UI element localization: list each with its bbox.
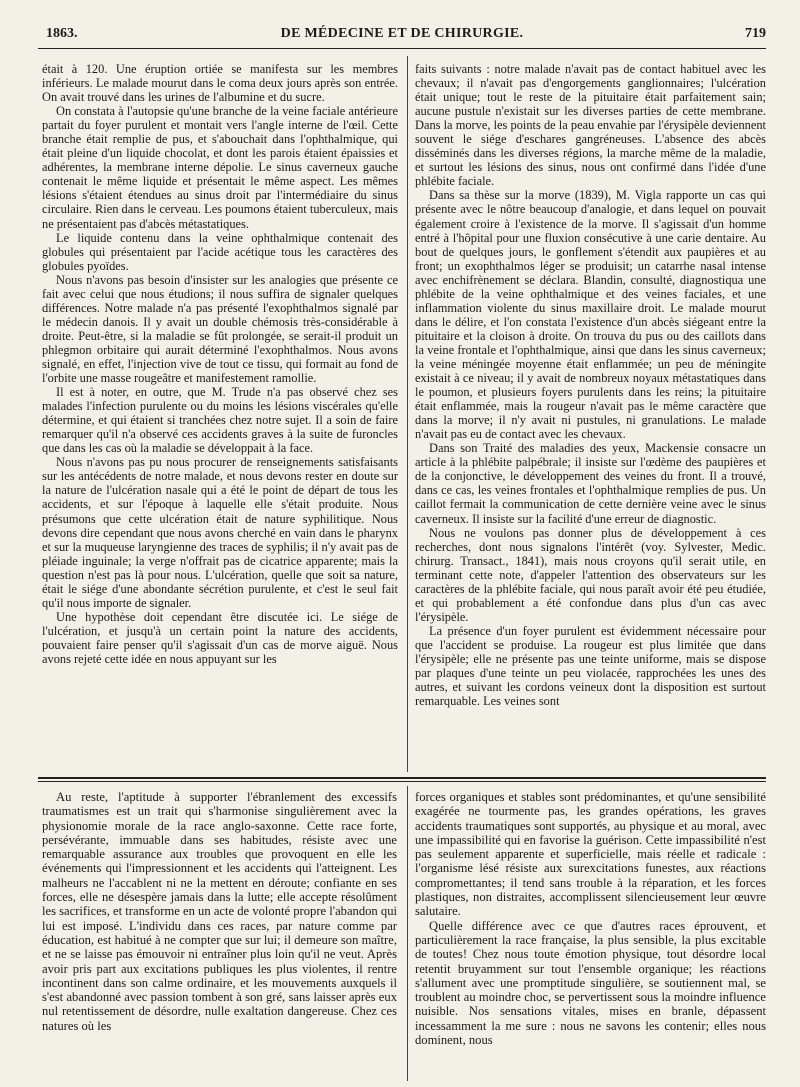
paragraph: On constata à l'autopsie qu'une branche de la veine faciale antérieure partait du foyer purulent et montait vers l'angle interne de l'œil. Cette branche était remplie de pus, et s'abouchait dans l'ophthalmique, qui était pleine d'un liquide chocolat, et dont les parois étaient épaissies et adhérentes, la membrane interne dépolie. Le sinus caverneux gauche contenait le même liquide et présentait le même aspect. Les mêmes lésions s'étaient étendues au sinus droit par l'intermédiaire du sinus circulaire. Rien dans le cerveau. Les poumons étaient tuberculeux, mais ne présentaient pas d'abcès métastatiques.: [42, 104, 398, 231]
paragraph: Nous n'avons pas pu nous procurer de renseignements satisfaisants sur les antécédents de notre malade, et nous devons rester en doute sur la nature de l'ulcération nasale qui a été le point de départ de tous les accidents, et sur l'époque à laquelle elle s'était produite. Nous présumons que cette ulcération était de nature syphilitique. Nous devons dire cependant que nous avons cherché en vain dans le pharynx et sur la muqueuse laryngienne des traces de syphilis; il n'y avait pas de pléiade inguinale; la verge n'offrait pas de cicatrice apparente; mais la question n'est pas là pour nous. L'ulcération, quelle que soit sa nature, était le siége d'une abondante sécrétion purulente, et c'est le seul fait qu'il nous importe de signaler.: [42, 455, 398, 610]
paragraph: Nous ne voulons pas donner plus de développement à ces recherches, dont nous signalons l'intérêt (voy. Sylvester, Medic. chirurg. Transact., 1841), mais nous croyons qu'il serait utile, en terminant cette note, d'appeler l'attention des observateurs sur les caractères de la phlébite faciale, qui nous paraît avoir été peu étudiée, et qui probablement a été confondue dans plus d'un cas avec l'érysipèle.: [415, 525, 766, 624]
paragraph: Nous n'avons pas besoin d'insister sur les analogies que présente ce fait avec celui que nous étudions; il nous suffira de signaler quelques différences. Notre malade n'a pas présenté l'exophthalmos signalé par le médecin danois. Il y avait un double chémosis très-considérable à droite. Peut-être, si la maladie se fût prolongée, se serait-il produit un phlegmon orbitaire qui aurait déterminé l'exophthalmos. Nous avons signalé, en effet, l'injection vive de tout ce tissu, qui formait au fond de l'orbite une masse rougeâtre et manifestement ramollie.: [42, 272, 398, 386]
paragraph: Dans son Traité des maladies des yeux, Mackensie consacre un article à la phlébite palpébrale; il insiste sur l'œdème des paupières et de la conjonctive, le développement des veines du front. Il a trouvé, dans ce cas, les veines frontales et l'ophthalmique remplies de pus. Un caillot fermait la communication de cette dernière veine avec le sinus caverneux. Il insiste sur la facilité d'une erreur de diagnostic.: [415, 441, 766, 526]
paragraph: Une hypothèse doit cependant être discutée ici. Le siége de l'ulcération, et jusqu'à un certain point la nature des accidents, pouvaient faire penser qu'il s'agissait d'un cas de morve aiguë. Nous avons rejeté cette idée en nous appuyant sur les: [42, 609, 398, 666]
page-number: 719: [745, 26, 766, 41]
paragraph: Quelle différence avec ce que d'autres races éprouvent, et particulièrement la race française, la plus sensible, la plus excitable de toutes! Chez nous toute émotion physique, tout désordre local retentit bruyamment sur tout l'ensemble organique; les réactions s'allument avec une promptitude singulière, se soutiennent mal, se troublent au moindre choc, se pervertissent sous la moindre influence nuisible. Nos sensations vitales, mises en branle, dépassent incessamment la me sure : nous ne savons les contenir; elles nous dominent, nous: [415, 918, 766, 1048]
lower-column-divider: [407, 786, 408, 1081]
header-journal-title: DE MÉDECINE ET DE CHIRURGIE.: [280, 26, 524, 41]
lower-right-column: [415, 790, 766, 1077]
paragraph: Au reste, l'aptitude à supporter l'ébranlement des excessifs traumatismes est un trait qui s'harmonise singulièrement avec la physionomie morale de la race anglo-saxonne. Cette race forte, persévérante, immuable dans ses habitudes, résiste avec une remarquable assurance aux troubles que provoquent en elle les événements qui l'impressionnent et les accidents qui l'atteignent. Les malheurs ne l'accablent ni ne la mettent en déroute; confiante en ses forces, elle ne désespère jamais dans la lutte; elle accepte résolûment les sacrifices, et transforme en un acte de volonté propre l'abandon qui lui est imposé. L'individu dans ces races, par nature comme par éducation, est habitué à ne compter que sur lui; il demeure son maître, et ne se laisse pas émouvoir ni entraîner plus loin qu'il ne veut. Après avoir pris part aux excitations publiques les plus violentes, il rentre incontinent dans son calme ordinaire, et les mouvements auxquels il s'est abandonné avec passion tombent à son gré, sans laisser après eux nul retentissement de désordre, nulle exaltation dangereuse. Chez ces natures où les: [42, 790, 397, 1033]
section-rule: [38, 777, 766, 779]
page-header: [38, 26, 766, 46]
paragraph: Dans sa thèse sur la morve (1839), M. Vigla rapporte un cas qui présente avec le nôtre beaucoup d'analogie, et dans lequel on pouvait également croire à l'existence de la morve. Il s'agissait d'un homme entré à l'hôpital pour une fluxion consécutive à une carie dentaire. Au bout de quelques jours, le gonflement s'étendit aux paupières et au front; un exophthalmos léger se produisit; un catarrhe nasal intense avec enchifrènement se déclara. Blandin, consulté, diagnostiqua une phlébite de la veine ophthalmique et des veines faciales, et une inflammation violente du sinus maxillaire droit. Le malade mourut dans le délire, et l'on constata l'existence d'un abcès siégeant entre la pituitaire et la cloison à droite. On trouva du pus ou des caillots dans la veine frontale et l'ophthalmique, ainsi que dans les sinus caverneux; la veine méningée moyenne était enflammée; un peu de méningite existait à ce niveau; il y avait de nombreux noyaux métastatiques dans le poumon, et plusieurs foyers purulents dans les reins; la pituitaire était enflammée, mais la rougeur n'avait pas le même caractère que dans la morve; il n'y avait ni pustules, ni granulations. Le malade n'avait pas eu de contact avec les chevaux.: [415, 188, 766, 442]
upper-left-column: [42, 62, 398, 769]
paragraph: La présence d'un foyer purulent est évidemment nécessaire pour que l'accident se produise. La rougeur est plus limitée que dans l'érysipèle; elle ne présente pas une teinte uniforme, mais se dispose par plaques d'une teinte un peu violacée, rapprochées les unes des autres, et suivant les cordons veineux dont la disposition est surtout remarquable. Les veines sont: [415, 623, 766, 709]
paragraph: Le liquide contenu dans la veine ophthalmique contenait des globules qui présentaient par l'acide acétique tous les caractères des globules pyoïdes.: [42, 230, 398, 273]
paragraph: faits suivants : notre malade n'avait pas de contact habituel avec les chevaux; il n'avait pas d'engorgements ganglionnaires; l'ulcération était unique; tout le reste de la pituitaire était parfaitement sain; aucune pustule n'existait sur les diverses parties de cette membrane. Dans la morve, les points de la peau envahie par l'érysipèle deviennent souvent le siége d'eschares gangréneuses. L'absence des abcès disséminés dans les diverses régions, la marche même de la maladie, et surtout les lésions des sinus, nous ont confirmé dans l'idée d'une phlébite faciale.: [415, 62, 766, 189]
header-rule: [38, 48, 766, 49]
paragraph: Il est à noter, en outre, que M. Trude n'a pas observé chez ses malades l'infection purulente ou du moins les lésions viscérales qu'elle détermine, et qui étaient si tranchées chez notre sujet. Il a soin de faire remarquer qu'il n'a observé ces accidents graves à la suite de furoncles que dans les cas où la maladie se développait à la face.: [42, 385, 398, 456]
upper-right-column: [415, 62, 766, 769]
section-rule-thin: [38, 781, 766, 782]
paragraph: était à 120. Une éruption ortiée se manifesta sur les membres inférieurs. Le malade mourut dans le coma deux jours après son entrée. On avait trouvé dans les urines de l'albumine et du sucre.: [42, 62, 398, 105]
header-year: 1863.: [46, 26, 78, 41]
paragraph: forces organiques et stables sont prédominantes, et qu'une sensibilité exagérée ne tourmente pas, les grandes opérations, les graves accidents traumatiques sont supportés, au physique et au moral, avec une impassibilité qui en favorise la guérison. Cette impassibilité n'est pas seulement apparente et superficielle, mais réelle et radicale : l'organisme lésé résiste aux surexcitations funestes, aux réactions compromettantes; il tend sans trouble à la réparation, et les forces plastiques, non distraites, accomplissent silencieusement leur œuvre salutaire.: [415, 790, 766, 919]
column-divider: [407, 56, 408, 772]
lower-left-column: [42, 790, 397, 1077]
